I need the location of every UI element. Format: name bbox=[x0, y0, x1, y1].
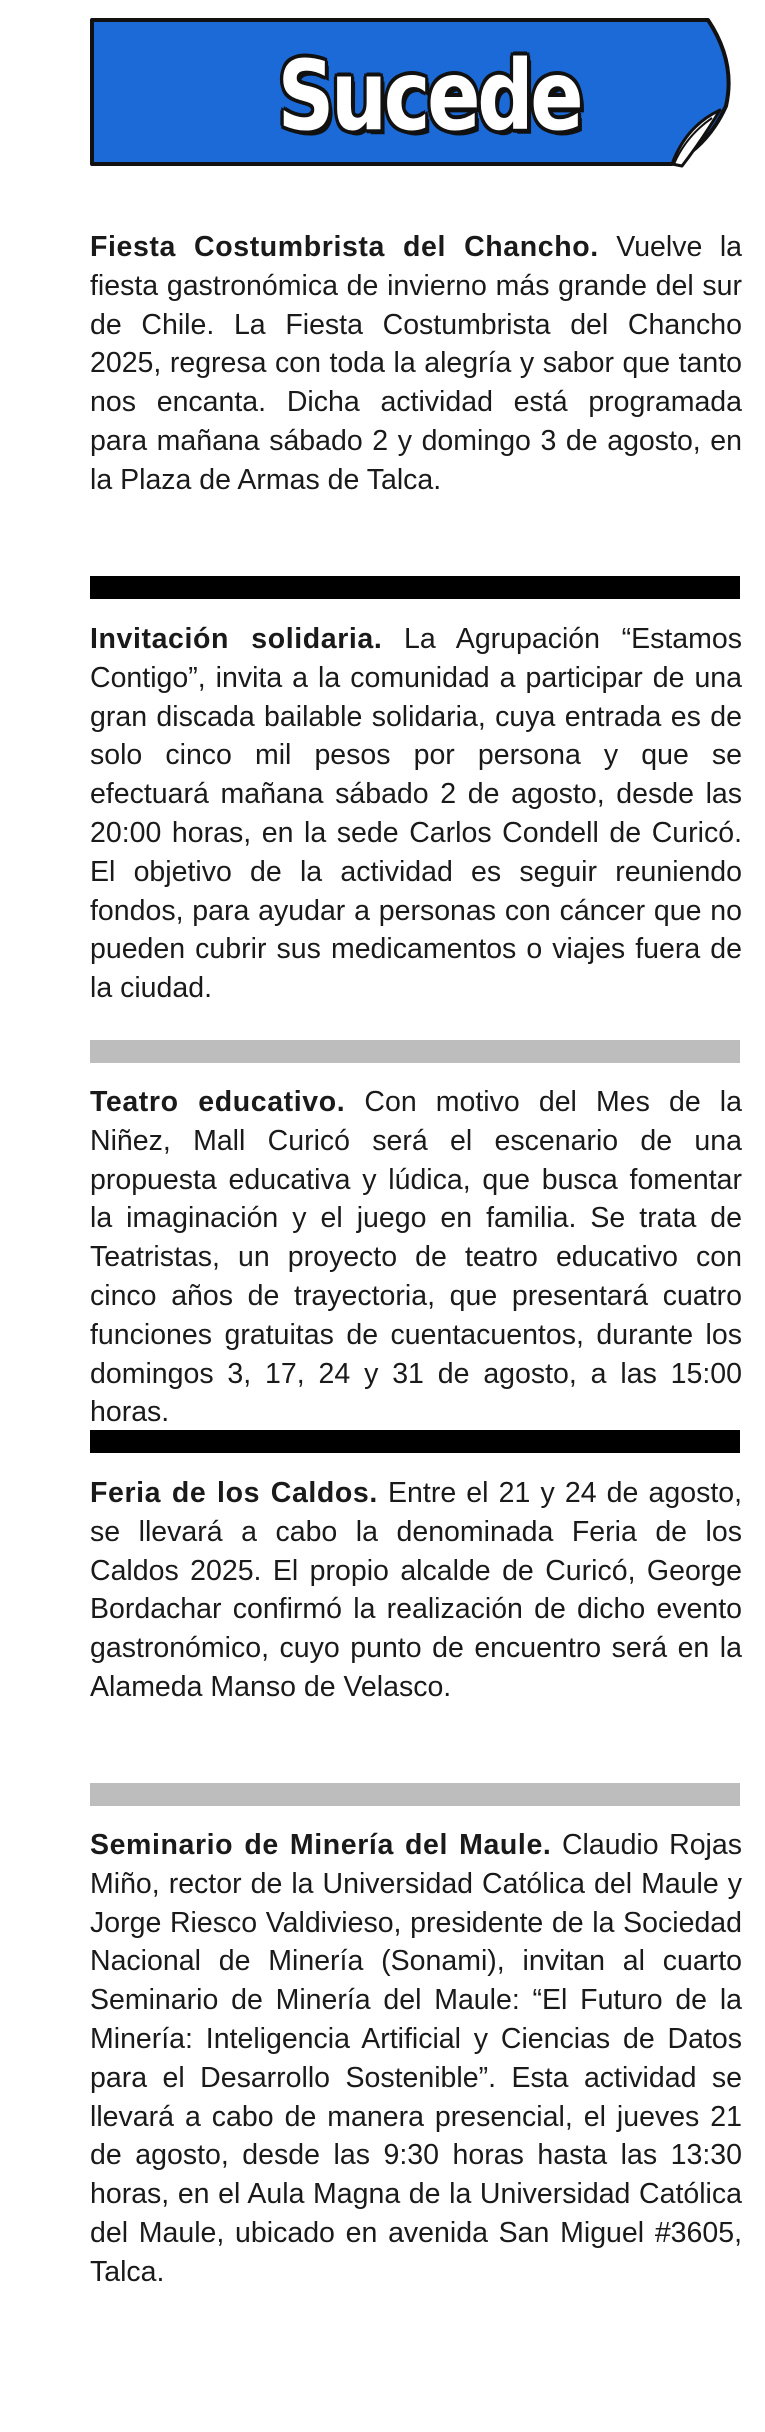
section-header bbox=[86, 14, 742, 184]
news-item bbox=[90, 1083, 742, 1432]
black-divider bbox=[90, 1430, 740, 1453]
news-item-headline: Fiesta Costumbrista del Chancho. bbox=[90, 231, 599, 263]
news-item-headline: Invitación solidaria. bbox=[90, 623, 383, 655]
news-item-body: Con motivo del Mes de la Niñez, Mall Curicó será el escenario de una propuesta educativa y lúdica, que busca fomentar la imaginación y el juego en familia. Se trata de Teatristas, un proyecto de teatro educativo con cinco años de trayectoria, que presentará cuatro funciones gratuitas de cuentacuentos, durante los domingos 3, 17, 24 y 31 de agosto, a las 15:00 horas. bbox=[90, 1086, 742, 1429]
news-item bbox=[90, 620, 742, 1008]
news-item bbox=[90, 1826, 742, 2292]
news-item-body: Entre el 21 y 24 de agosto, se llevará a cabo la denominada Feria de los Caldos 2025. El propio alcalde de Curicó, George Bordachar confirmó la realización de dicho evento gastronómico, cuyo punto de encuentro será en la Alameda Manso de Velasco. bbox=[90, 1477, 743, 1703]
section-title: Sucede bbox=[277, 40, 581, 152]
news-item-headline: Feria de los Caldos. bbox=[90, 1477, 378, 1509]
news-item-body: La Agrupación “Estamos Contigo”, invita a la comunidad a participar de una gran discada bailable solidaria, cuya entrada es de solo cinco mil pesos por persona y que se efectuará mañana sábado 2 de agosto, desde las 20:00 horas, en la sede Carlos Condell de Curicó. El objetivo de la actividad es seguir reuniendo fondos, para ayudar a personas con cáncer que no pueden cubrir sus medicamentos o viajes fuera de la ciudad. bbox=[90, 623, 742, 1005]
news-item bbox=[90, 228, 742, 500]
gray-divider bbox=[90, 1040, 740, 1063]
news-item-headline: Teatro educativo. bbox=[90, 1086, 346, 1118]
news-item bbox=[90, 1474, 742, 1707]
news-item-body: Vuelve la fiesta gastronómica de invierno más grande del sur de Chile. La Fiesta Costumbrista del Chancho 2025, regresa con toda la alegría y sabor que tanto nos encanta. Dicha actividad está programada para mañana sábado 2 y domingo 3 de agosto, en la Plaza de Armas de Talca. bbox=[90, 231, 743, 496]
gray-divider bbox=[90, 1783, 740, 1806]
black-divider bbox=[90, 576, 740, 599]
news-item-body: Claudio Rojas Miño, rector de la Universidad Católica del Maule y Jorge Riesco Valdivieso, presidente de la Sociedad Nacional de Minería (Sonami), invitan al cuarto Seminario de Minería del Maule: “El Futuro de la Minería: Inteligencia Artificial y Ciencias de Datos para el Desarrollo Sostenible”. Esta actividad se llevará a cabo de manera presencial, el jueves 21 de agosto, desde las 9:30 horas hasta las 13:30 horas, en el Aula Magna de la Universidad Católica del Maule, ubicado en avenida San Miguel #3605, Talca. bbox=[90, 1829, 742, 2288]
news-item-headline: Seminario de Minería del Maule. bbox=[90, 1829, 552, 1861]
